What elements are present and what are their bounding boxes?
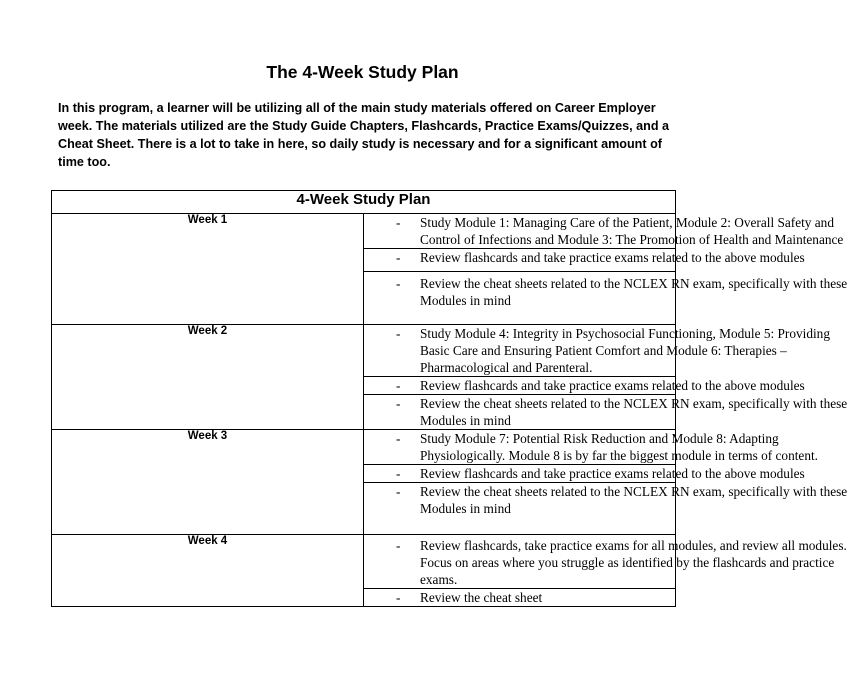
item-text: Review the cheat sheet — [420, 590, 543, 605]
list-item — [364, 214, 844, 249]
table-row-week-2 — [52, 325, 676, 430]
item-text: Study Module 7: Potential Risk Reduction and Module 8: Adapting — [420, 431, 779, 446]
week-label: Week 1 — [52, 214, 364, 325]
list-item — [364, 272, 847, 309]
dash-bullet: - — [396, 538, 401, 553]
dash-bullet: - — [396, 276, 401, 291]
item-text: Study Module 1: Managing Care of the Patient, Module 2: Overall Safety and — [420, 215, 834, 230]
item-text: Review flashcards, take practice exams for all modules, and review all modules. — [420, 538, 847, 553]
page-title: The 4-Week Study Plan — [266, 62, 459, 82]
intro-paragraph — [58, 99, 683, 171]
study-plan-table — [51, 190, 847, 607]
table-row-week-3 — [52, 430, 676, 535]
intro-line: week. The materials utilized are the Study Guide Chapters, Flashcards, Practice Exams/Quizzes, and a — [58, 119, 670, 133]
list-item — [364, 483, 847, 517]
item-text: Focus on areas where you struggle as identified by the flashcards and practice — [420, 555, 835, 570]
dash-bullet: - — [396, 378, 401, 393]
item-text: Control of Infections and Module 3: The Promotion of Health and Maintenance — [420, 232, 844, 247]
list-item — [364, 465, 805, 483]
item-text: Review flashcards and take practice exams related to the above modules — [420, 250, 805, 265]
week-items — [364, 325, 847, 430]
week-items — [364, 430, 847, 535]
list-item — [364, 430, 818, 465]
week-label: Week 4 — [52, 535, 364, 607]
list-item — [364, 395, 847, 429]
list-item — [364, 535, 847, 589]
item-text: Review flashcards and take practice exams related to the above modules — [420, 378, 805, 393]
dash-bullet: - — [396, 215, 401, 230]
list-item — [364, 249, 805, 272]
item-text: Modules in mind — [420, 293, 511, 308]
dash-bullet: - — [396, 431, 401, 446]
list-item — [364, 377, 805, 395]
dash-bullet: - — [396, 484, 401, 499]
item-text: Modules in mind — [420, 413, 511, 428]
list-item — [364, 589, 675, 606]
item-text: Basic Care and Ensuring Patient Comfort and Module 6: Therapies – — [420, 343, 787, 358]
dash-bullet: - — [396, 466, 401, 481]
week-items — [364, 535, 847, 607]
week-items — [364, 214, 847, 325]
item-text: Review flashcards and take practice exams related to the above modules — [420, 466, 805, 481]
item-text: Review the cheat sheets related to the NCLEX RN exam, specifically with these — [420, 276, 847, 291]
week-label: Week 2 — [52, 325, 364, 430]
dash-bullet: - — [396, 590, 401, 605]
intro-line: time too. — [58, 155, 111, 169]
item-text: Modules in mind — [420, 501, 511, 516]
week-label: Week 3 — [52, 430, 364, 535]
intro-line: In this program, a learner will be utilizing all of the main study materials offered on Career Employer — [58, 101, 656, 115]
item-text: Pharmacological and Parenteral. — [420, 360, 593, 375]
dash-bullet: - — [396, 326, 401, 341]
intro-line: Cheat Sheet. There is a lot to take in here, so daily study is necessary and for a significant amount of — [58, 137, 662, 151]
item-text: exams. — [420, 572, 458, 587]
item-text: Review the cheat sheets related to the NCLEX RN exam, specifically with these — [420, 484, 847, 499]
table-row-week-4 — [52, 535, 676, 607]
table-row-week-1 — [52, 214, 676, 325]
dash-bullet: - — [396, 396, 401, 411]
item-text: Study Module 4: Integrity in Psychosocial Functioning, Module 5: Providing — [420, 326, 830, 341]
table-header: 4-Week Study Plan — [52, 191, 676, 214]
list-item — [364, 325, 830, 377]
dash-bullet: - — [396, 250, 401, 265]
item-text: Physiologically. Module 8 is by far the biggest module in terms of content. — [420, 448, 818, 463]
item-text: Review the cheat sheets related to the NCLEX RN exam, specifically with these — [420, 396, 847, 411]
